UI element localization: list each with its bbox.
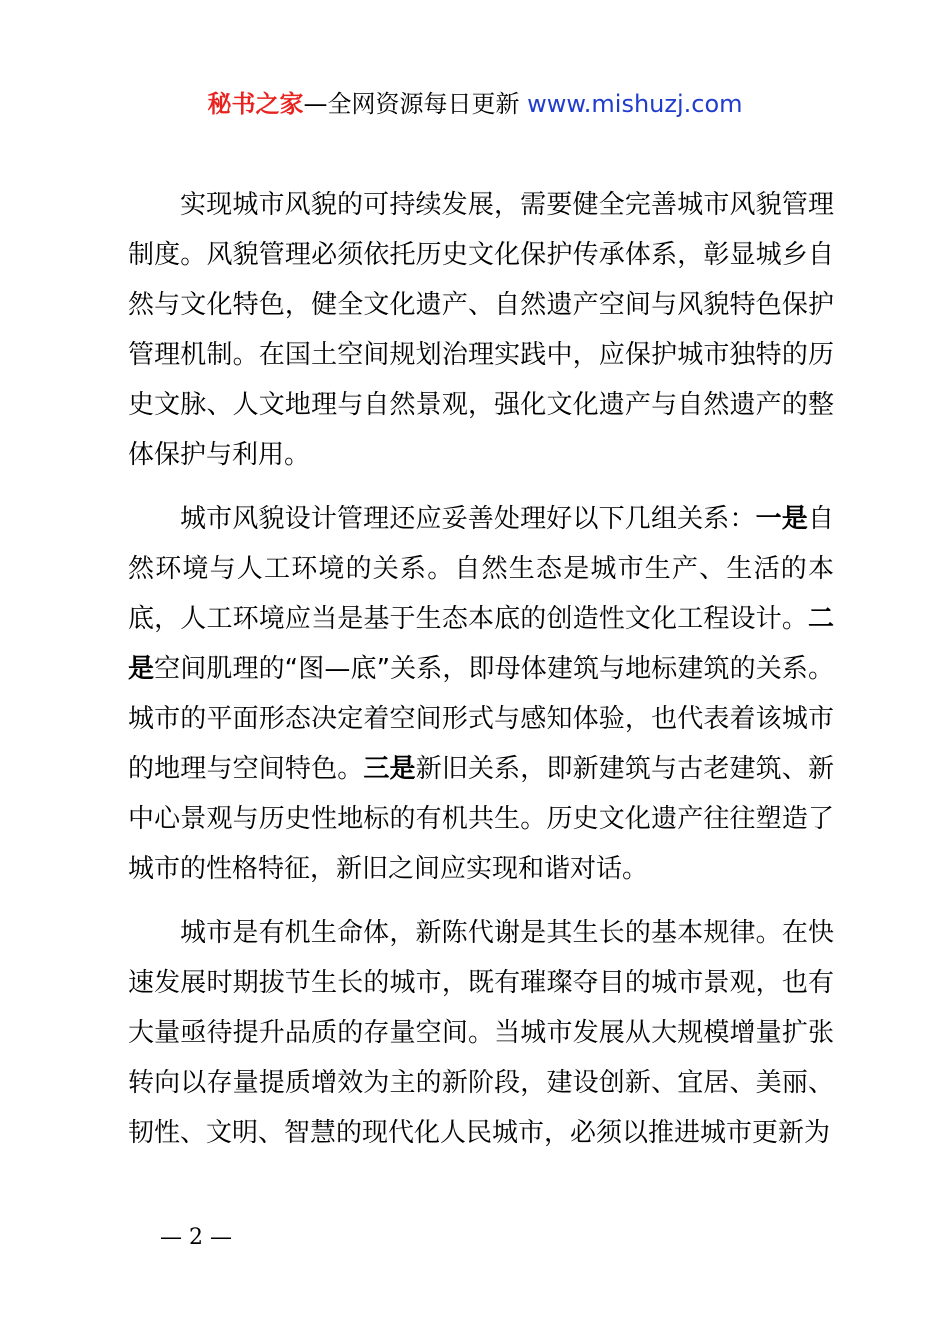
item-1-text: 自然环境与人工环境的关系。自然生态是城市生产、生活的本底，人工环境应当是基于生态本底的创造性文化工程设计。 bbox=[128, 504, 834, 634]
item-3-marker: 三是 bbox=[363, 754, 416, 784]
site-url-link[interactable]: www.mishuzj.com bbox=[527, 90, 743, 118]
paragraph-2-intro: 城市风貌设计管理还应妥善处理好以下几组关系： bbox=[180, 504, 756, 534]
paragraph-2 bbox=[128, 494, 834, 894]
document-body bbox=[128, 180, 834, 1172]
site-brand: 秘书之家 bbox=[207, 90, 304, 118]
item-1-marker: 一是 bbox=[755, 504, 808, 534]
item-2-text: 空间肌理的“图—底”关系，即母体建筑与地标建筑的关系。城市的平面形态决定着空间形式与感知体验，也代表着该城市的地理与空间特色。 bbox=[128, 654, 834, 784]
site-header bbox=[0, 88, 950, 120]
item-3-text: 新旧关系，即新建筑与古老建筑、新中心景观与历史性地标的有机共生。历史文化遗产往往塑造了城市的性格特征，新旧之间应实现和谐对话。 bbox=[128, 754, 834, 884]
site-slogan: —全网资源每日更新 bbox=[303, 90, 528, 118]
paragraph-3: 城市是有机生命体，新陈代谢是其生长的基本规律。在快速发展时期拔节生长的城市，既有璀璨夺目的城市景观，也有大量亟待提升品质的存量空间。当城市发展从大规模增量扩张转向以存量提质增效为主的新阶段，建设创新、宜居、美丽、韧性、文明、智慧的现代化人民城市，必须以推进城市更新为 bbox=[128, 918, 834, 1148]
page-number: — 2 — bbox=[160, 1225, 232, 1250]
paragraph-1: 实现城市风貌的可持续发展，需要健全完善城市风貌管理制度。风貌管理必须依托历史文化保护传承体系，彰显城乡自然与文化特色，健全文化遗产、自然遗产空间与风貌特色保护管理机制。在国土空间规划治理实践中，应保护城市独特的历史文脉、人文地理与自然景观，强化文化遗产与自然遗产的整体保护与利用。 bbox=[128, 190, 834, 470]
item-2-marker: 二是 bbox=[128, 604, 834, 684]
